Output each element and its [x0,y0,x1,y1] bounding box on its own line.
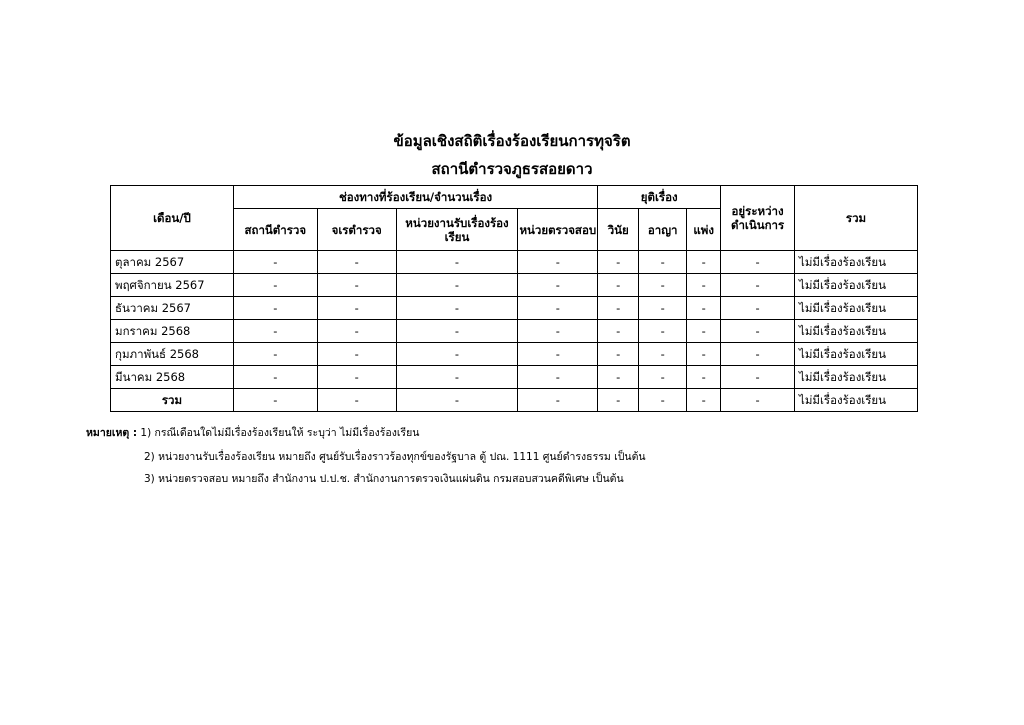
cell-progress: - [721,251,795,274]
notes-label: หมายเหตุ : [86,427,138,439]
cell-receiver: - [396,320,518,343]
table-row [111,297,918,320]
cell-progress: - [721,320,795,343]
cell-audit: - [518,251,598,274]
header-total: รวม [795,186,918,251]
cell-criminal: - [639,320,687,343]
table-row [111,366,918,389]
cell-station: - [233,366,317,389]
cell-criminal: - [639,389,687,412]
cell-civil: - [687,320,721,343]
header-in-progress: อยู่ระหว่างดำเนินการ [721,186,795,251]
cell-inspector: - [317,343,396,366]
header-settled-discipline: วินัย [598,209,639,251]
cell-civil: - [687,389,721,412]
header-settled-civil: แพ่ง [687,209,721,251]
cell-audit: - [518,297,598,320]
header-month: เดือน/ปี [111,186,234,251]
cell-inspector: - [317,251,396,274]
cell-audit: - [518,320,598,343]
cell-inspector: - [317,297,396,320]
cell-inspector: - [317,274,396,297]
cell-inspector: - [317,366,396,389]
cell-progress: - [721,389,795,412]
cell-discipline: - [598,251,639,274]
table-row [111,320,918,343]
note-text: 1) กรณีเดือนใดไม่มีเรื่องร้องเรียนให้ ระบุว่า ไม่มีเรื่องร้องเรียน [140,427,420,439]
note-item [86,424,419,441]
header-settled-criminal: อาญา [639,209,687,251]
cell-criminal: - [639,297,687,320]
header-channel-receiver: หน่วยงานรับเรื่องร้องเรียน [396,209,518,251]
page-subtitle: สถานีตำรวจภูธรสอยดาว [431,160,593,178]
complaint-statistics-table [110,185,918,412]
row-total-label: รวม [111,389,234,412]
cell-receiver: - [396,274,518,297]
cell-station: - [233,389,317,412]
cell-station: - [233,274,317,297]
cell-total: ไม่มีเรื่องร้องเรียน [795,251,918,274]
row-month: มกราคม 2568 [111,320,234,343]
cell-civil: - [687,274,721,297]
row-month: ตุลาคม 2567 [111,251,234,274]
header-channel-audit: หน่วยตรวจสอบ [518,209,598,251]
cell-criminal: - [639,251,687,274]
cell-discipline: - [598,297,639,320]
note-item: 2) หน่วยงานรับเรื่องร้องเรียน หมายถึง ศูนย์รับเรื่องราวร้องทุกข์ของรัฐบาล ตู้ ปณ. 1111 ศูนย์ดำรงธรรม เป็นต้น [144,451,646,463]
cell-receiver: - [396,343,518,366]
row-month: ธันวาคม 2567 [111,297,234,320]
cell-audit: - [518,343,598,366]
cell-station: - [233,251,317,274]
cell-total: ไม่มีเรื่องร้องเรียน [795,366,918,389]
cell-audit: - [518,366,598,389]
cell-station: - [233,343,317,366]
cell-discipline: - [598,320,639,343]
table-row-total [111,389,918,412]
cell-civil: - [687,366,721,389]
cell-discipline: - [598,274,639,297]
cell-inspector: - [317,320,396,343]
note-item: 3) หน่วยตรวจสอบ หมายถึง สำนักงาน ป.ป.ช. สำนักงานการตรวจเงินแผ่นดิน กรมสอบสวนคดีพิเศษ เป็นต้น [144,473,624,485]
cell-receiver: - [396,389,518,412]
cell-discipline: - [598,389,639,412]
row-month: พฤศจิกายน 2567 [111,274,234,297]
header-channel-inspector: จเรตำรวจ [317,209,396,251]
cell-criminal: - [639,343,687,366]
header-channels: ช่องทางที่ร้องเรียน/จำนวนเรื่อง [233,186,597,209]
cell-audit: - [518,274,598,297]
cell-civil: - [687,251,721,274]
cell-station: - [233,320,317,343]
header-settled: ยุติเรื่อง [598,186,721,209]
cell-progress: - [721,343,795,366]
cell-inspector: - [317,389,396,412]
cell-total: ไม่มีเรื่องร้องเรียน [795,343,918,366]
cell-audit: - [518,389,598,412]
table-row [111,274,918,297]
table-row [111,343,918,366]
cell-total: ไม่มีเรื่องร้องเรียน [795,320,918,343]
cell-criminal: - [639,366,687,389]
row-month: มีนาคม 2568 [111,366,234,389]
cell-discipline: - [598,366,639,389]
page-title: ข้อมูลเชิงสถิติเรื่องร้องเรียนการทุจริต [393,132,631,150]
table-row [111,251,918,274]
cell-total: ไม่มีเรื่องร้องเรียน [795,389,918,412]
cell-progress: - [721,366,795,389]
cell-progress: - [721,274,795,297]
cell-station: - [233,297,317,320]
cell-criminal: - [639,274,687,297]
header-channel-station: สถานีตำรวจ [233,209,317,251]
cell-discipline: - [598,343,639,366]
cell-receiver: - [396,366,518,389]
cell-receiver: - [396,251,518,274]
cell-progress: - [721,297,795,320]
cell-receiver: - [396,297,518,320]
cell-total: ไม่มีเรื่องร้องเรียน [795,274,918,297]
cell-total: ไม่มีเรื่องร้องเรียน [795,297,918,320]
row-month: กุมภาพันธ์ 2568 [111,343,234,366]
cell-civil: - [687,297,721,320]
cell-civil: - [687,343,721,366]
